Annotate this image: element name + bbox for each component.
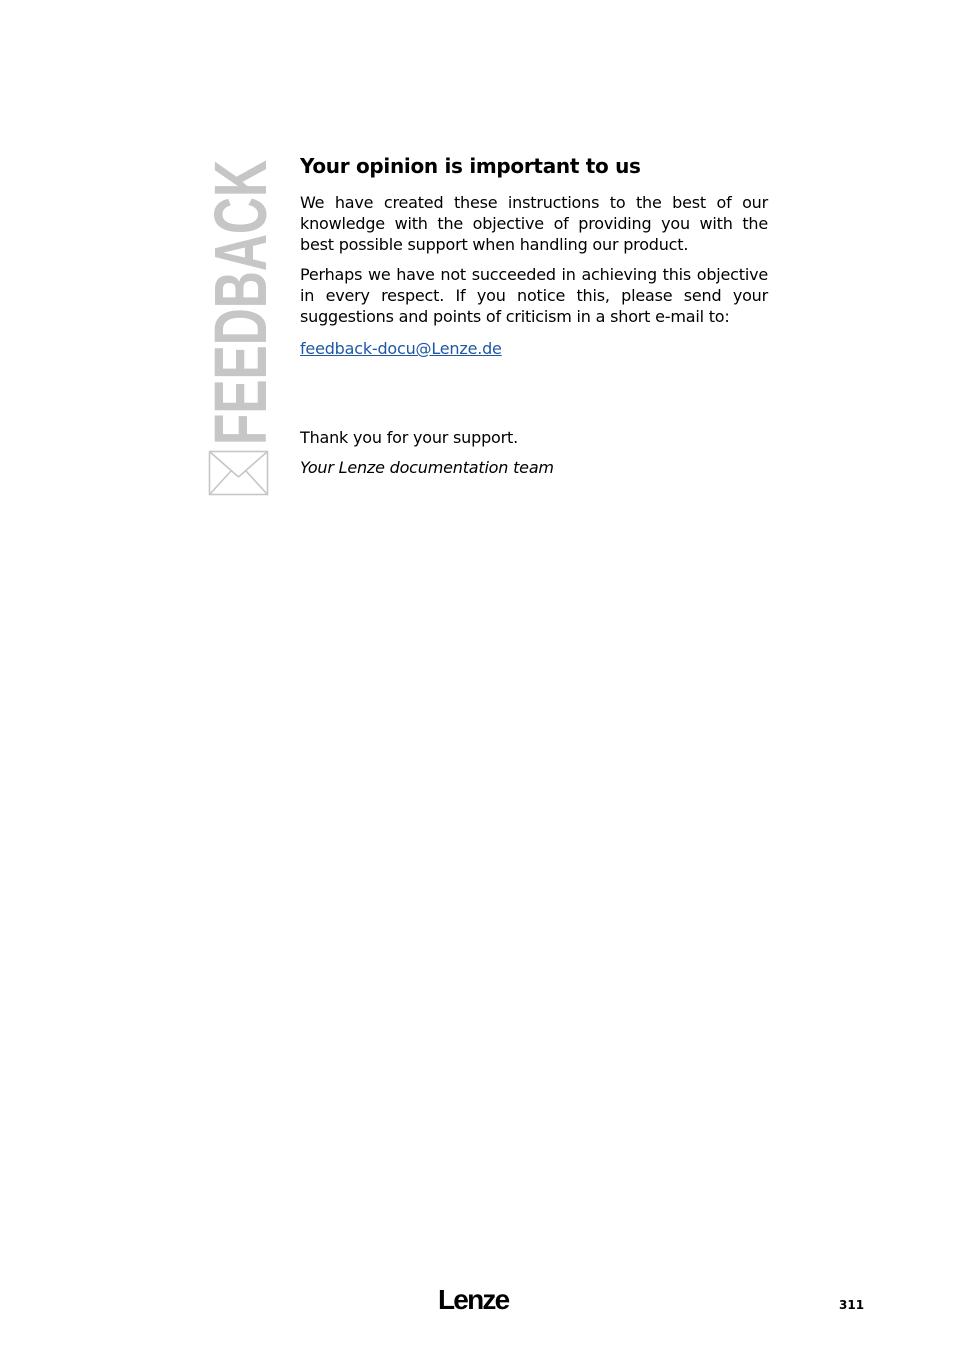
lenze-logo: Lenze: [438, 1284, 509, 1315]
feedback-email-link[interactable]: feedback-docu@Lenze.de: [300, 339, 502, 358]
signature-text: Your Lenze documentation team: [300, 458, 554, 477]
feedback-content: [300, 150, 768, 359]
request-paragraph: Perhaps we have not succeeded in achieving this objective in every respect. If you notice this, please send your suggestions and points of criticism in a short e-mail to:: [300, 265, 768, 326]
envelope-icon: [205, 155, 273, 500]
feedback-word-text: FEEDBACK: [199, 33, 282, 445]
page-title: Your opinion is important to us: [300, 154, 641, 178]
intro-paragraph: We have created these instructions to the best of our knowledge with the objective of providing you with the best possible support when handling our product.: [300, 193, 768, 254]
thanks-text: Thank you for your support.: [300, 428, 518, 447]
page-number: 311: [839, 1298, 865, 1312]
